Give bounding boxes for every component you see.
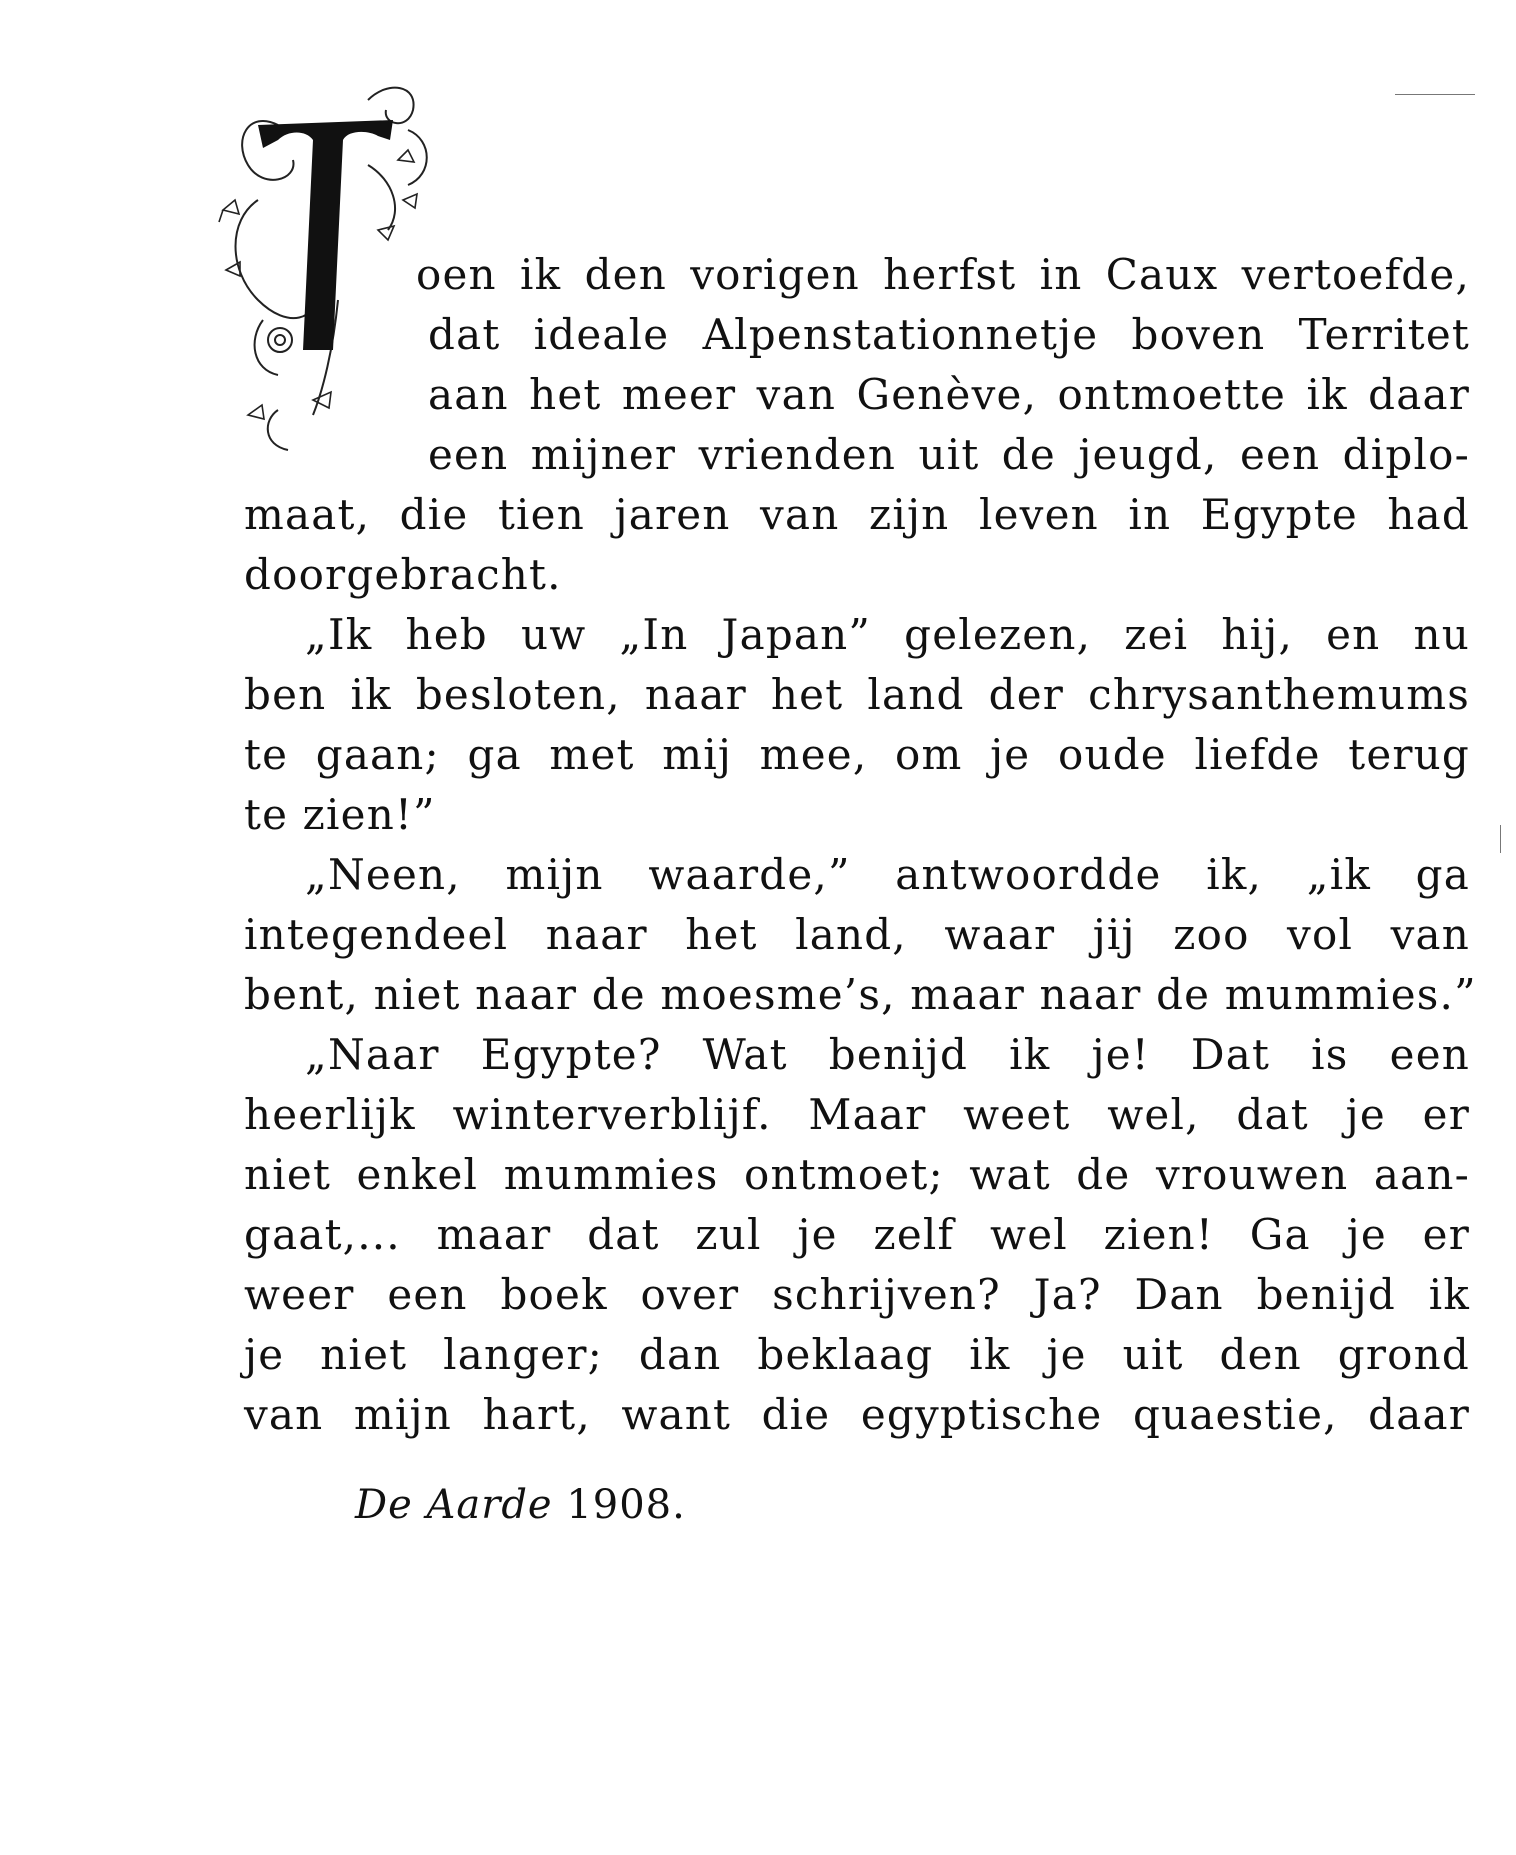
text-line: aan het meer van Genève, ontmoette ik daar [428, 370, 1470, 419]
text-line: „Ik heb uw „In Japan” gelezen, zei hij, en nu [305, 610, 1470, 659]
initial-letter-text: T [317, 310, 319, 311]
text-line: te gaan; ga met mij mee, om je oude liefde terug [244, 730, 1470, 779]
text-line: integendeel naar het land, waar jij zoo vol van [244, 910, 1470, 959]
text-line: „Naar Egypte? Wat benijd ik je! Dat is een [305, 1030, 1470, 1079]
text-line: „Neen, mijn waarde,” antwoordde ik, „ik ga [305, 850, 1470, 899]
text-line: weer een boek over schrijven? Ja? Dan benijd ik [244, 1270, 1470, 1319]
text-line: oen ik den vorigen herfst in Caux vertoefde, [416, 250, 1470, 299]
text-line: bent, niet naar de moesme’s, maar naar de mummies.” [244, 970, 1477, 1019]
text-line: ben ik besloten, naar het land der chrysanthemums [244, 670, 1470, 719]
text-line: dat ideale Alpenstationnetje boven Territet [428, 310, 1470, 359]
page-footer [355, 1480, 686, 1530]
scan-mark [1395, 94, 1475, 95]
text-line: maat, die tien jaren van zijn leven in Egypte had [244, 490, 1470, 539]
text-line: heerlijk winterverblijf. Maar weet wel, dat je er [244, 1090, 1470, 1139]
text-line: van mijn hart, want die egyptische quaestie, daar [244, 1390, 1470, 1439]
scan-mark [1500, 825, 1501, 853]
text-line: gaat,... maar dat zul je zelf wel zien! Ga je er [244, 1210, 1470, 1259]
footer-year: 1908. [566, 1482, 686, 1528]
ornamental-initial-flourish [218, 70, 428, 470]
text-line: doorgebracht. [244, 550, 562, 599]
footer-title: De Aarde [355, 1482, 553, 1528]
text-line: niet enkel mummies ontmoet; wat de vrouwen aan- [244, 1150, 1470, 1199]
ornamental-initial [218, 70, 428, 470]
text-line: je niet langer; dan beklaag ik je uit den grond [244, 1330, 1470, 1379]
text-line: een mijner vrienden uit de jeugd, een diplo- [428, 430, 1470, 479]
text-line: te zien!” [244, 790, 436, 839]
